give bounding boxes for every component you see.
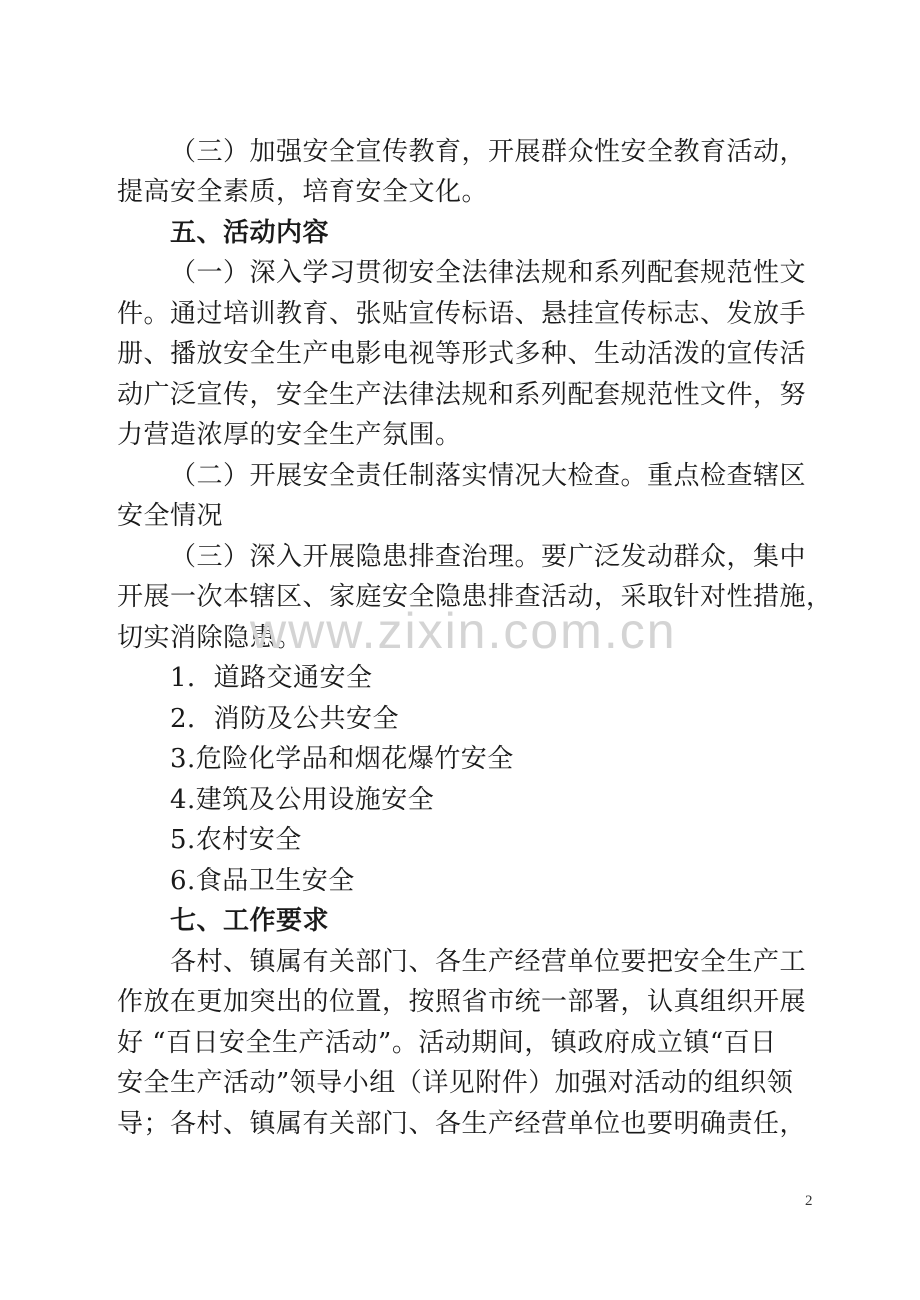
page-number: 2 xyxy=(805,1193,813,1209)
paragraph-line: 动广泛宣传，安全生产法律法规和系列配套规范性文件，努 xyxy=(117,380,807,410)
paragraph-line: （一）深入学习贯彻安全法律法规和系列配套规范性文 xyxy=(170,258,807,288)
paragraph-line: 好 “百日安全生产活动”。活动期间，镇政府成立镇“百日 xyxy=(117,1028,777,1058)
paragraph-line: （三）加强安全宣传教育，开展群众性安全教育活动， xyxy=(170,137,807,167)
paragraph-line: 切实消除隐患。 xyxy=(117,623,303,653)
paragraph-line: 提高安全素质，培育安全文化。 xyxy=(117,177,489,207)
paragraph-line: 各村、镇属有关部门、各生产经营单位要把安全生产工 xyxy=(170,947,807,977)
list-item: 1．道路交通安全 xyxy=(170,663,373,693)
paragraph-line: 开展一次本辖区、家庭安全隐患排查活动，采取针对性措施， xyxy=(117,582,833,612)
list-item: 5.农村安全 xyxy=(170,825,302,855)
section-heading: 五、活动内容 xyxy=(170,218,330,248)
list-item: 3.危险化学品和烟花爆竹安全 xyxy=(170,744,514,774)
paragraph-line: （二）开展安全责任制落实情况大检查。重点检查辖区 xyxy=(170,461,807,491)
section-heading: 七、工作要求 xyxy=(170,906,330,936)
watermark: www.zixin.com.cn xyxy=(250,603,677,659)
paragraph-line: （三）深入开展隐患排查治理。要广泛发动群众，集中 xyxy=(170,542,807,572)
paragraph-line: 导；各村、镇属有关部门、各生产经营单位也要明确责任， xyxy=(117,1109,807,1139)
list-item: 4.建筑及公用设施安全 xyxy=(170,785,435,815)
paragraph-line: 力营造浓厚的安全生产氛围。 xyxy=(117,420,462,450)
list-item: 6.食品卫生安全 xyxy=(170,866,355,896)
paragraph-line: 安全情况 xyxy=(117,501,224,531)
paragraph-line: 安全生产活动”领导小组（详见附件）加强对活动的组织领 xyxy=(117,1068,794,1098)
paragraph-line: 册、播放安全生产电影电视等形式多种、生动活泼的宣传活 xyxy=(117,339,807,369)
paragraph-line: 作放在更加突出的位置，按照省市统一部署，认真组织开展 xyxy=(117,987,807,1017)
paragraph-line: 件。通过培训教育、张贴宣传标语、悬挂宣传标志、发放手 xyxy=(117,299,807,329)
list-item: 2．消防及公共安全 xyxy=(170,704,400,734)
